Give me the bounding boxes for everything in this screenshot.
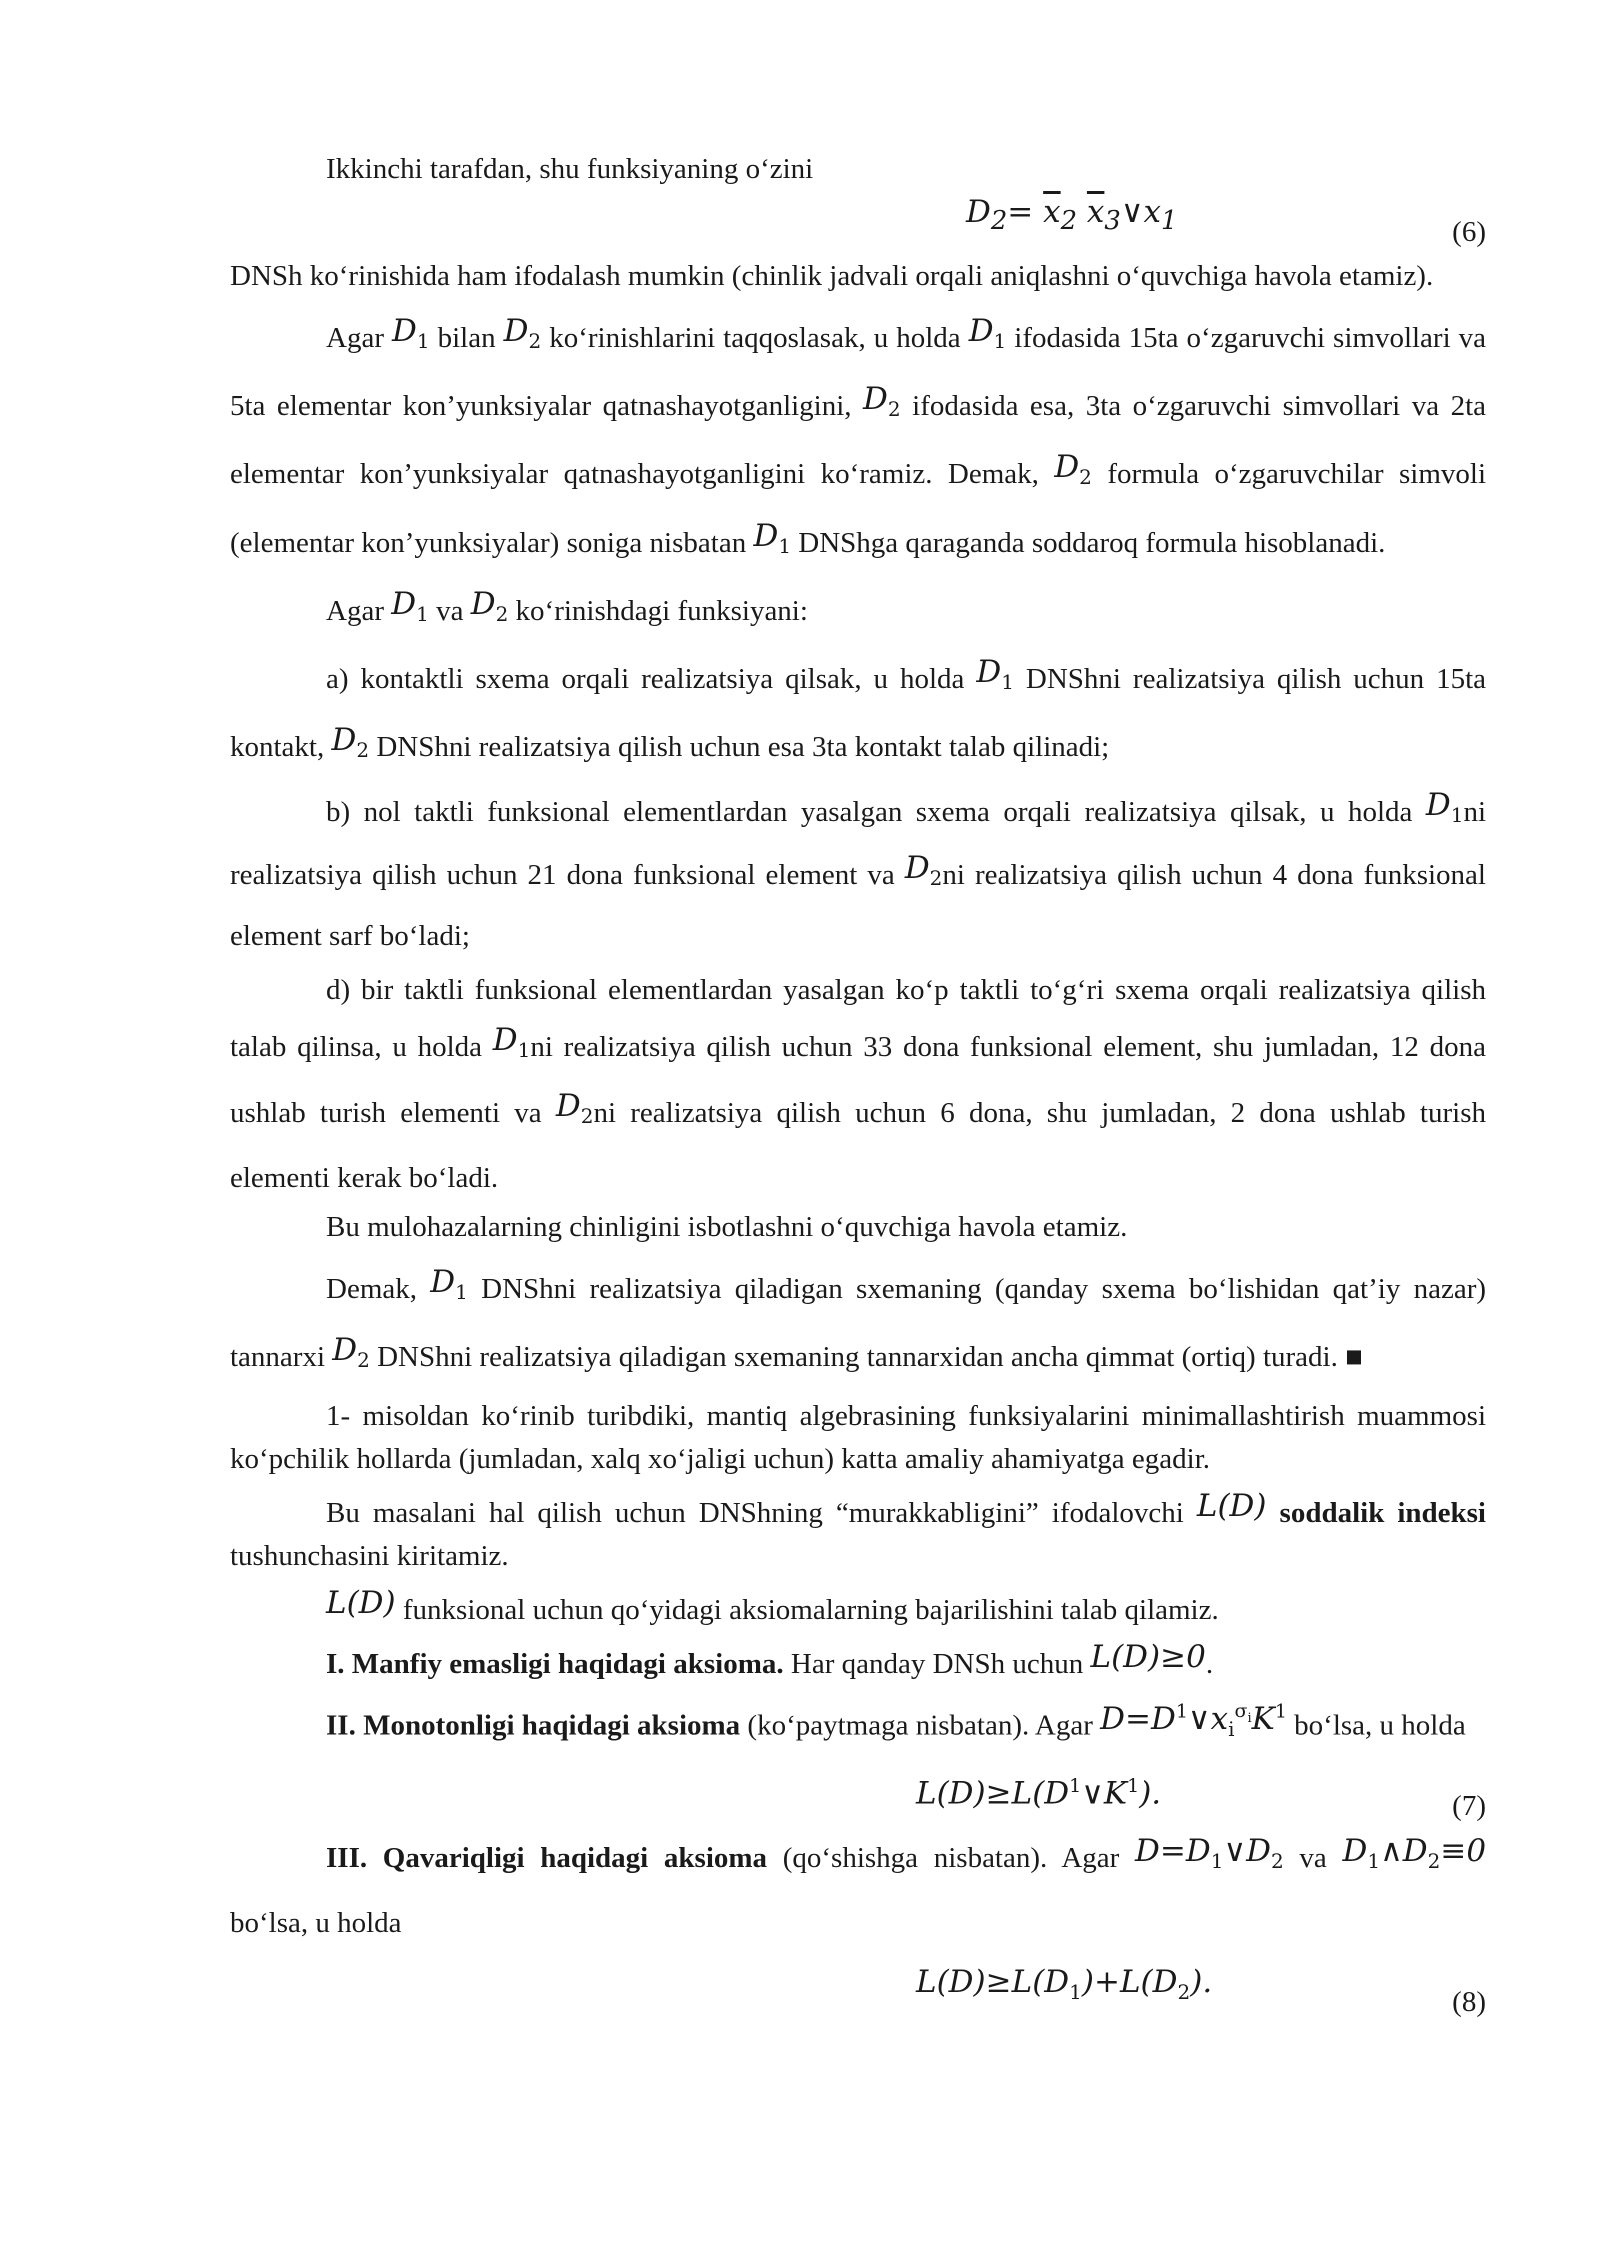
paragraph: Bu mulohazalarning chinligini isbotlashni o‘quvchiga havola etamiz. xyxy=(326,1211,1128,1244)
axiom-2: II. Monotonligi haqidagi aksioma (ko‘paytmaga nisbatan). Agar $D=D^1\vee x_i^{\sigma_i}K^1$ bo‘lsa, u holda xyxy=(326,1700,1466,1742)
axiom-1: I. Manfiy emasligi haqidagi aksioma. Har qanday DNSh uchun L(D)≥0. xyxy=(326,1639,1214,1681)
equation-number: (8) xyxy=(1452,1986,1486,2019)
paragraph: Ikkinchi tarafdan, shu funksiyaning o‘zini xyxy=(326,153,814,185)
paragraph: DNSh ko‘rinishida ham ifodalash mumkin (chinlik jadvali orqali aniqlashni o‘quvchiga havola etamiz). xyxy=(230,260,1434,292)
document-page xyxy=(230,148,1486,2025)
list-item-a: a) kontaktli sxema orqali realizatsiya qilsak, u holda $D_1$ DNShni realizatsiya qilish uchun 15ta kontakt, $D_2$ DNShni realizatsiya qilish uchun esa 3ta kontakt talab qilinadi; xyxy=(230,653,1487,764)
paragraph: Demak, $D_1$ DNShni realizatsiya qiladigan sxemaning (qanday sxema bo‘lishidan qat’iy nazar) tannarxi $D_2$ DNShni realizatsiya qiladigan sxemaning tannarxidan ancha qimmat (ortiq) turadi. ■ xyxy=(230,1264,1487,1374)
paragraph: L(D) funksional uchun qo‘yidagi aksiomalarning bajarilishini talab qilamiz. xyxy=(326,1585,1219,1627)
paragraph: Agar $D_1$ va $D_2$ ko‘rinishdagi funksiyani: xyxy=(326,585,808,627)
equation-formula: $D_2= \overline{x}_2$ $\overline{x}_3\vee x_1$ xyxy=(966,194,1178,237)
list-item-b: b) nol taktli funksional elementlardan yasalgan sxema orqali realizatsiya qilsak, u holda $D_1ni$ realizatsiya qilish uchun 21 dona funksional element va $D_2ni$ realizatsiya qilish uchun 4 dona funksional element sarf bo‘ladi; xyxy=(230,787,1487,952)
equation-number: (6) xyxy=(1452,216,1486,248)
list-item-d: d) bir taktli funksional elementlardan yasalgan ko‘p taktli to‘g‘ri sxema orqali realizatsiya qilish talab qilinsa, u holda $D_1ni$ realizatsiya qilish uchun 33 dona funksional element, shu jumladan, 12 dona ushlab turish elementi va $D_2ni$ realizatsiya qilish uchun 6 dona, shu jumladan, 2 dona ushlab turish elementi kerak bo‘ladi. xyxy=(230,973,1486,1195)
equation-number: (7) xyxy=(1452,1789,1486,1822)
paragraph: Agar $D_1$ bilan $D_2$ ko‘rinishlarini taqqoslasak, u holda $D_1$ ifodasida 15ta o‘zgaruvchi simvollari va 5ta elementar kon’yunksiyalar qatnashayotganligini, $D_2$ ifodasida esa, 3ta o‘zgaruvchi simvollari va 2ta elementar kon’yunksiyalar qatnashayotganligini ko‘ramiz. Demak, $D_2$ formula o‘zgaruvchilar simvoli (elementar kon’yunksiyalar) soniga nisbatan $D_1$ DNShga qaraganda soddaroq formula hisoblanadi. xyxy=(230,313,1487,559)
equation-7 xyxy=(230,1765,1486,1829)
equation-6 xyxy=(230,191,1486,255)
paragraph: 1- misoldan ko‘rinib turibdiki, mantiq algebrasining funksiyalarini minimallashtirish muammosi ko‘pchilik hollarda (jumladan, xalq xo‘jaligi uchun) katta amaliy ahamiyatga egadir. xyxy=(230,1400,1486,1476)
equation-formula: $L(D)\ge L(D^1\vee K^1)$. xyxy=(916,1774,1162,1812)
axiom-3: III. Qavariqligi haqidagi aksioma (qo‘shishga nisbatan). Agar $D=D_1\vee D_2$ va $D_1\wedge D_2\equiv 0$ bo‘lsa, u holda xyxy=(230,1832,1487,1940)
equation-formula: $L(D)\ge L(D_1)+L(D_2)$. xyxy=(916,1964,1213,2005)
paragraph: Bu masalani hal qilish uchun DNShning “murakkabligini” ifodalovchi L(D) soddalik indeksi tushunchasini kiritamiz. xyxy=(230,1488,1486,1573)
equation-8 xyxy=(230,1961,1486,2025)
